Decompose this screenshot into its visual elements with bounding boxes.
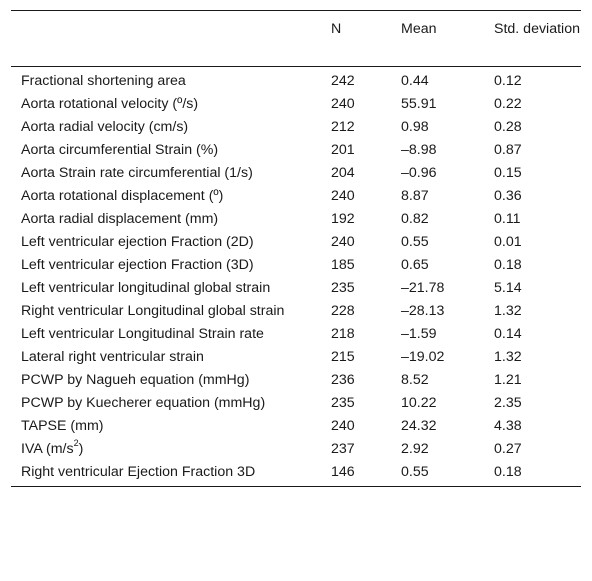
cell-mean: 24.32 (401, 418, 437, 434)
cell-n: 228 (331, 303, 355, 319)
table-row (11, 116, 581, 139)
table-row (11, 139, 581, 162)
table-row (11, 231, 581, 254)
cell-mean: –19.02 (401, 349, 445, 365)
row-label: Aorta circumferential Strain (%) (21, 142, 219, 158)
table-row (11, 208, 581, 231)
table-row (11, 300, 581, 323)
table-row (11, 185, 581, 208)
cell-mean: 10.22 (401, 395, 437, 411)
cell-std-deviation: 5.14 (494, 280, 522, 296)
table-row (11, 254, 581, 277)
cell-n: 240 (331, 234, 355, 250)
cell-n: 204 (331, 165, 355, 181)
row-label: PCWP by Kuecherer equation (mmHg) (21, 395, 266, 411)
cell-n: 236 (331, 372, 355, 388)
cell-std-deviation: 0.22 (494, 96, 522, 112)
cell-n: 192 (331, 211, 355, 227)
cell-std-deviation: 0.01 (494, 234, 522, 250)
cell-mean: 0.82 (401, 211, 429, 227)
cell-mean: –28.13 (401, 303, 445, 319)
cell-n: 146 (331, 464, 355, 480)
row-label: Aorta radial velocity (cm/s) (21, 119, 189, 135)
table-row (11, 415, 581, 438)
cell-n: 201 (331, 142, 355, 158)
cell-n: 215 (331, 349, 355, 365)
row-label: Left ventricular ejection Fraction (2D) (21, 234, 254, 250)
cell-std-deviation: 1.32 (494, 349, 522, 365)
cell-mean: –0.96 (401, 165, 437, 181)
row-label: Right ventricular Longitudinal global strain (21, 303, 285, 319)
cell-mean: 0.65 (401, 257, 429, 273)
table-row (11, 93, 581, 116)
cell-std-deviation: 0.12 (494, 73, 522, 89)
cell-n: 212 (331, 119, 355, 135)
header-mean: Mean (401, 21, 437, 37)
cell-mean: 0.55 (401, 464, 429, 480)
header-variable (11, 11, 331, 67)
row-label: Left ventricular ejection Fraction (3D) (21, 257, 254, 273)
cell-n: 240 (331, 188, 355, 204)
cell-mean: –8.98 (401, 142, 437, 158)
row-label: Aorta rotational velocity (º/s) (21, 96, 199, 112)
cell-n: 235 (331, 280, 355, 296)
table-row (11, 392, 581, 415)
row-label: Lateral right ventricular strain (21, 349, 204, 365)
cell-mean: –21.78 (401, 280, 445, 296)
table-header-row (11, 11, 581, 67)
cell-mean: 8.87 (401, 188, 429, 204)
cell-n: 242 (331, 73, 355, 89)
cell-std-deviation: 0.87 (494, 142, 522, 158)
table-row (11, 461, 581, 487)
table-row (11, 369, 581, 392)
table-row (11, 323, 581, 346)
cell-std-deviation: 0.14 (494, 326, 522, 342)
row-label: Left ventricular Longitudinal Strain rate (21, 326, 264, 342)
row-label: Aorta rotational displacement (º) (21, 188, 224, 204)
table-row (11, 162, 581, 185)
cell-std-deviation: 0.15 (494, 165, 522, 181)
cell-mean: 0.44 (401, 73, 429, 89)
cell-std-deviation: 0.18 (494, 464, 522, 480)
table-row (11, 277, 581, 300)
row-label: Aorta Strain rate circumferential (1/s) (21, 165, 253, 181)
cell-n: 218 (331, 326, 355, 342)
cell-n: 237 (331, 441, 355, 457)
table-row (11, 438, 581, 461)
row-label: Aorta radial displacement (mm) (21, 211, 219, 227)
row-label-text-end: ) (78, 441, 84, 457)
cell-std-deviation: 1.21 (494, 372, 522, 388)
table-row (11, 67, 581, 94)
cell-std-deviation: 0.28 (494, 119, 522, 135)
data-table-container (11, 10, 581, 487)
row-label: Right ventricular Ejection Fraction 3D (21, 464, 256, 480)
cell-mean: 0.55 (401, 234, 429, 250)
cell-mean: –1.59 (401, 326, 437, 342)
row-label: Fractional shortening area (21, 73, 186, 89)
row-label: PCWP by Nagueh equation (mmHg) (21, 372, 250, 388)
row-label (11, 438, 331, 461)
row-label: Left ventricular longitudinal global strain (21, 280, 271, 296)
cell-std-deviation: 0.36 (494, 188, 522, 204)
cell-mean: 2.92 (401, 441, 429, 457)
cell-n: 185 (331, 257, 355, 273)
statistics-table (11, 10, 581, 487)
table-row (11, 346, 581, 369)
header-std-deviation: Std. deviation (494, 21, 580, 37)
header-n: N (331, 21, 342, 37)
cell-std-deviation: 4.38 (494, 418, 522, 434)
row-label-text: IVA (m/s (21, 441, 74, 457)
cell-n: 240 (331, 418, 355, 434)
cell-mean: 0.98 (401, 119, 429, 135)
cell-std-deviation: 0.11 (494, 211, 521, 227)
cell-n: 240 (331, 96, 355, 112)
cell-std-deviation: 0.18 (494, 257, 522, 273)
cell-std-deviation: 1.32 (494, 303, 522, 319)
row-label-superscript: 2 (73, 438, 79, 449)
row-label: TAPSE (mm) (21, 418, 104, 434)
cell-std-deviation: 2.35 (494, 395, 522, 411)
cell-n: 235 (331, 395, 355, 411)
cell-mean: 8.52 (401, 372, 429, 388)
cell-std-deviation: 0.27 (494, 441, 522, 457)
cell-mean: 55.91 (401, 96, 437, 112)
